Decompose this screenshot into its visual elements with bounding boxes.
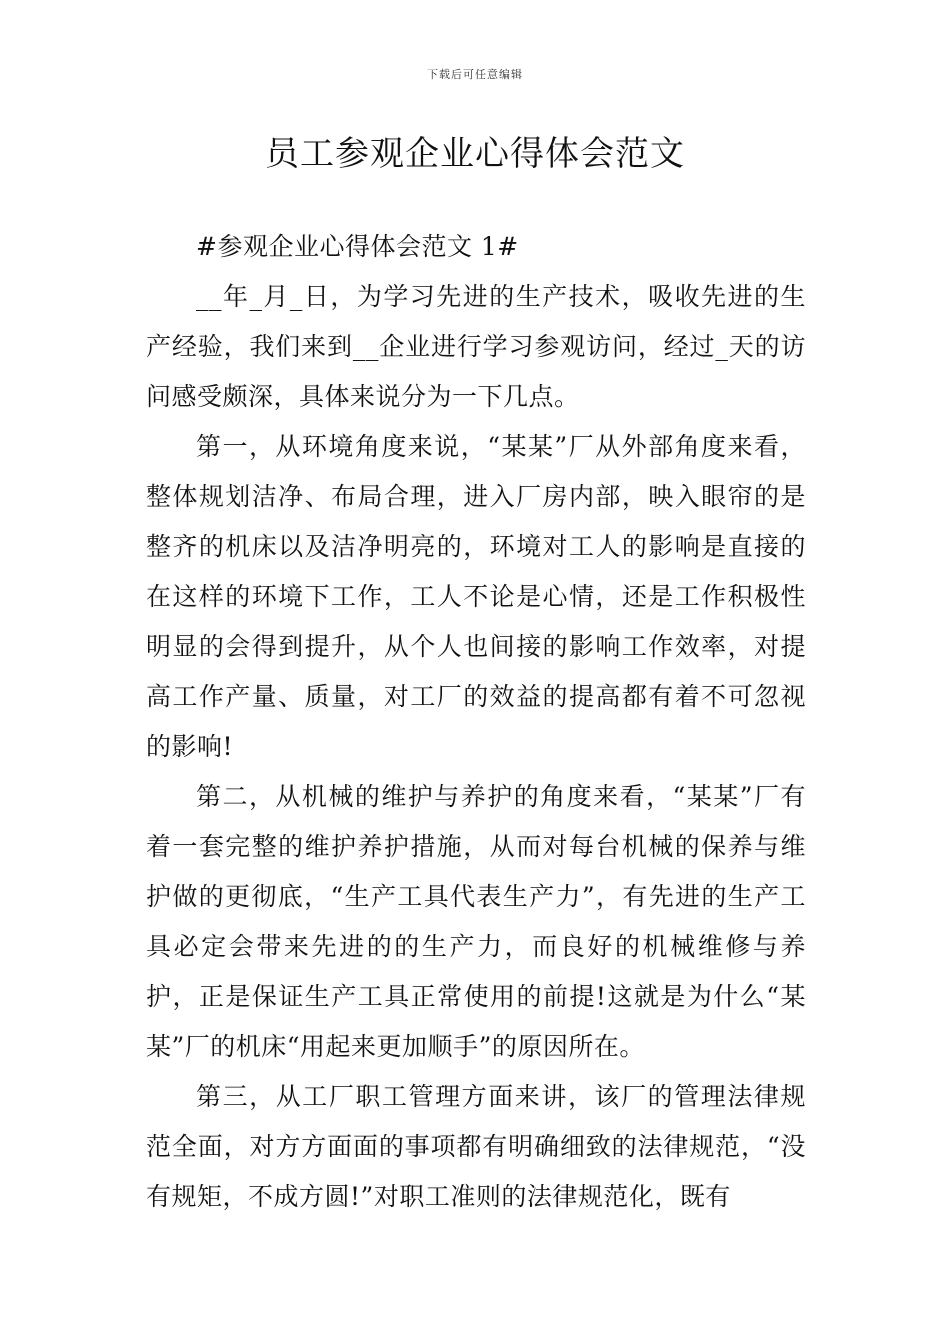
document-title: 员工参观企业心得体会范文 (265, 134, 685, 174)
paragraph-management: 第三，从工厂职工管理方面来讲，该厂的管理法律规范全面，对方方面面的事项都有明确细致的法律规范，“没有规矩，不成方圆!”对职工准则的法律规范化，既有 (146, 1082, 806, 1211)
paragraph-maintenance: 第二，从机械的维护与养护的角度来看，“某某”厂有着一套完整的维护养护措施，从而对每台机械的保养与维护做的更彻底，“生产工具代表生产力”，有先进的生产工具必定会带来先进的的生产力，而良好的机械维修与养护，正是保证生产工具正常使用的前提!这就是为什么“某某”厂的机床“用起来更加顺手”的原因所在。 (146, 782, 806, 1061)
paragraph-heading: #参观企业心得体会范文 1# (196, 232, 519, 261)
paragraph-intro: __年_月_日，为学习先进的生产技术，吸收先进的生产经验，我们来到__企业进行学习参观访问，经过_天的访问感受颇深，具体来说分为一下几点。 (146, 282, 806, 411)
paragraph-environment: 第一，从环境角度来说，“某某”厂从外部角度来看，整体规划洁净、布局合理，进入厂房内部，映入眼帘的是整齐的机床以及洁净明亮的，环境对工人的影响是直接的在这样的环境下工作，工人不论是心情，还是工作积极性明显的会得到提升，从个人也间接的影响工作效率，对提高工作产量、质量，对工厂的效益的提高都有着不可忽视的影响! (146, 432, 806, 761)
header-note: 下载后可任意编辑 (427, 68, 523, 81)
document-body (146, 222, 806, 1222)
